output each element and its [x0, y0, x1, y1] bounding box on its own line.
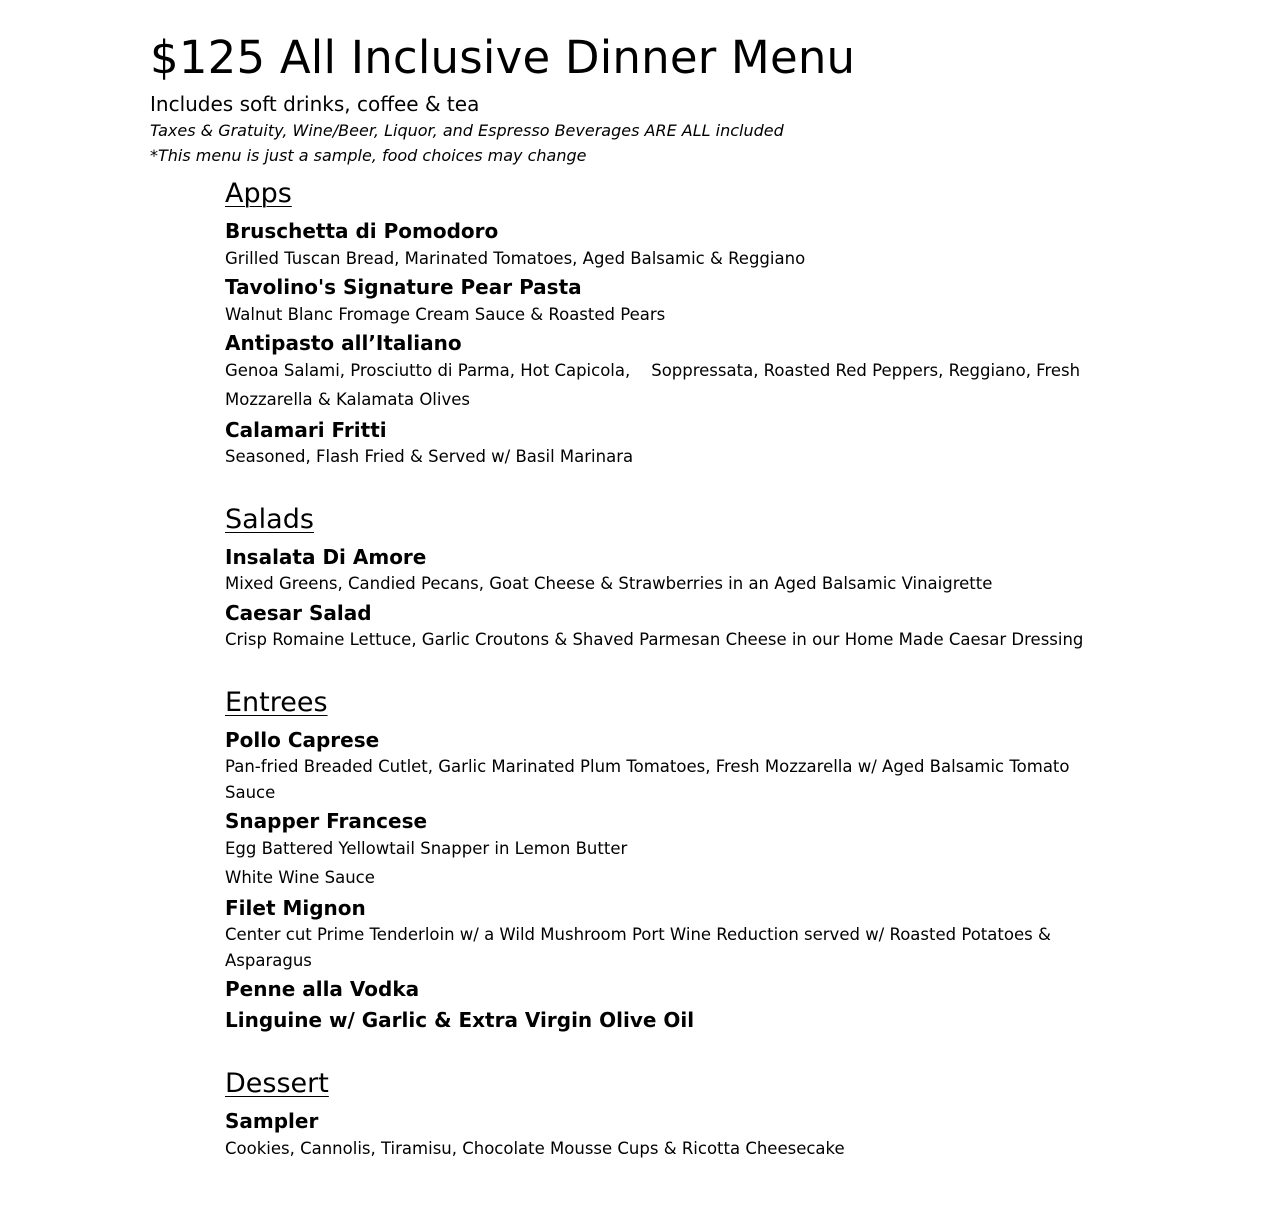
- section-heading-entrees: Entrees: [225, 687, 328, 718]
- menu-item-description: Seasoned, Flash Fried & Served w/ Basil Marinara: [225, 447, 634, 466]
- menu-item-description: White Wine Sauce: [225, 868, 375, 887]
- menu-item-description: Asparagus: [225, 951, 312, 970]
- menu-item-name: Insalata Di Amore: [225, 545, 427, 569]
- menu-item-description: Cookies, Cannolis, Tiramisu, Chocolate Mousse Cups & Ricotta Cheesecake: [225, 1139, 845, 1158]
- inclusions-note: Taxes & Gratuity, Wine/Beer, Liquor, and Espresso Beverages ARE ALL included: [150, 121, 784, 140]
- menu-item-name: Pollo Caprese: [225, 728, 380, 752]
- menu-item-description: Walnut Blanc Fromage Cream Sauce & Roasted Pears: [225, 305, 666, 324]
- menu-item-name: Linguine w/ Garlic & Extra Virgin Olive Oil: [225, 1008, 695, 1032]
- menu-item-description: Center cut Prime Tenderloin w/ a Wild Mushroom Port Wine Reduction served w/ Roasted Potatoes &: [225, 925, 1051, 944]
- menu-item-description: Pan-fried Breaded Cutlet, Garlic Marinated Plum Tomatoes, Fresh Mozzarella w/ Aged Balsamic Tomato: [225, 757, 1070, 776]
- menu-item-name: Penne alla Vodka: [225, 977, 420, 1001]
- menu-item-name: Bruschetta di Pomodoro: [225, 219, 499, 243]
- menu-item-name: Sampler: [225, 1109, 319, 1133]
- menu-item-name: Antipasto all’Italiano: [225, 331, 462, 355]
- menu-item-name: Filet Mignon: [225, 896, 366, 920]
- section-heading-salads: Salads: [225, 504, 314, 535]
- menu-item-description: Sauce: [225, 783, 276, 802]
- sample-disclaimer: *This menu is just a sample, food choices may change: [150, 146, 587, 165]
- menu-item-name: Calamari Fritti: [225, 418, 387, 442]
- menu-item-description: Mixed Greens, Candied Pecans, Goat Cheese & Strawberries in an Aged Balsamic Vinaigrette: [225, 574, 993, 593]
- menu-item-name: Snapper Francese: [225, 809, 428, 833]
- menu-item-description: Crisp Romaine Lettuce, Garlic Croutons & Shaved Parmesan Cheese in our Home Made Caesar Dressing: [225, 630, 1084, 649]
- menu-item-name: Caesar Salad: [225, 601, 372, 625]
- menu-item-name: Tavolino's Signature Pear Pasta: [225, 275, 582, 299]
- menu-item-description: Genoa Salami, Prosciutto di Parma, Hot Capicola, Soppressata, Roasted Red Peppers, Reggiano, Fresh: [225, 361, 1081, 380]
- section-heading-apps: Apps: [225, 178, 292, 209]
- menu-item-description: Mozzarella & Kalamata Olives: [225, 390, 470, 409]
- menu-item-description: Egg Battered Yellowtail Snapper in Lemon Butter: [225, 839, 628, 858]
- menu-subtitle: Includes soft drinks, coffee & tea: [150, 92, 480, 116]
- section-heading-dessert: Dessert: [225, 1068, 329, 1099]
- page-title: $125 All Inclusive Dinner Menu: [150, 31, 856, 84]
- menu-item-description: Grilled Tuscan Bread, Marinated Tomatoes, Aged Balsamic & Reggiano: [225, 249, 806, 268]
